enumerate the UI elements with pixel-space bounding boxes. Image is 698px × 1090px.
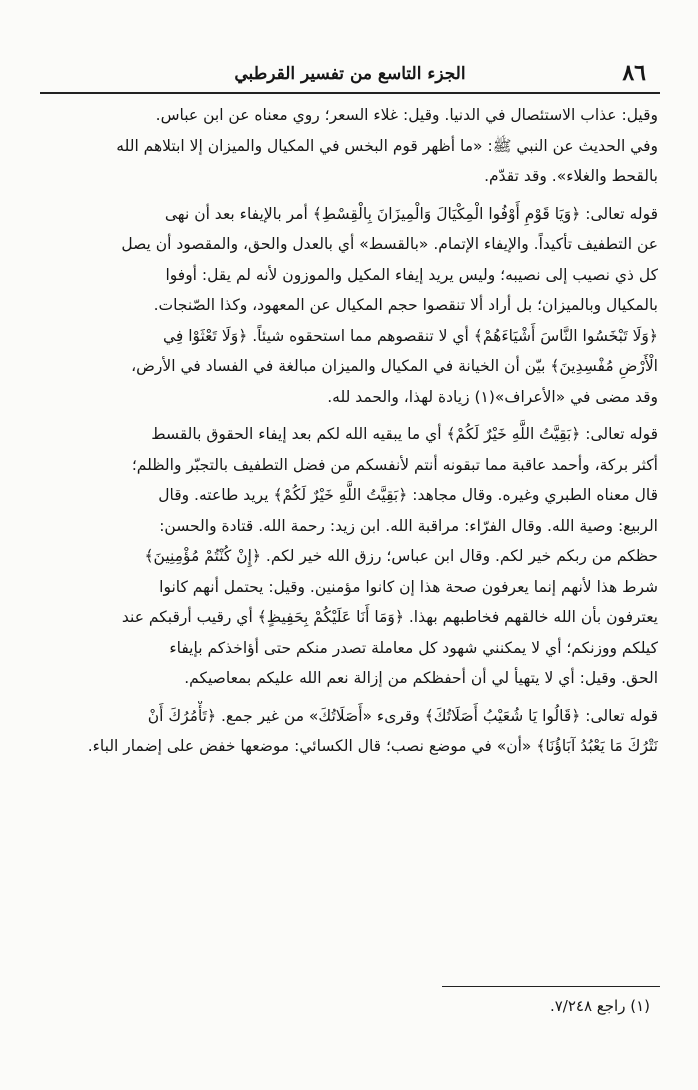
footnote: (١) راجع ٧/٢٤٨.: [549, 997, 650, 1015]
text-line: نَتْرُكَ مَا يَعْبُدُ آبَاؤُنَا﴾ «أن» في موضع نصب؛ قال الكسائي: موضعها خفض على إضمار الباء.: [87, 737, 658, 755]
text-line: الربيع: وصية الله. وقال الفرّاء: مراقبة الله. ابن زيد: رحمة الله. قتادة والحسن:: [159, 516, 658, 535]
running-title: الجزء التاسع من تفسير القرطبي: [234, 64, 466, 84]
text-line: بالقحط والغلاء». وقد تقدّم.: [484, 167, 658, 185]
paragraph: [38, 199, 658, 413]
text-line: وقيل: عذاب الاستئصال في الدنيا. وقيل: غلاء السعر؛ روي معناه عن ابن عباس.: [155, 106, 658, 124]
text-line: عن التطفيف تأكيداً. والإيفاء الإتمام. «بالقسط» أي بالعدل والحق، والمقصود أن يصل: [121, 235, 658, 253]
text-line: بالمكيال وبالميزان؛ بل أراد ألا تنقصوا حجم المكيال عن المعهود، وكذا الصّنجات.: [153, 296, 658, 314]
text-line: قوله تعالى: ﴿قَالُوا يَا شُعَيْبُ أَصَلَاتُكَ﴾ وقرىء «أَصَلَاتُكَ» من غير جمع. ﴿تَأْمُرُكَ أَنْ: [147, 706, 658, 725]
text-line: قوله تعالى: ﴿بَقِيَّتُ اللَّهِ خَيْرٌ لَكُمْ﴾ أي ما يبقيه الله لكم بعد إيفاء الحقوق بالقسط: [151, 425, 658, 443]
text-line: ﴿وَلَا تَبْخَسُوا النَّاسَ أَشْيَاءَهُمْ﴾ أي لا تنقصوهم مما استحقوه شيئاً. ﴿وَلَا تَعْثَوْا فِي: [162, 326, 658, 345]
page-number: ٨٦: [622, 60, 646, 86]
text-line: وقد مضى في «الأعراف»(١) زيادة لهذا، والحمد لله.: [327, 387, 658, 406]
paragraph: [38, 100, 658, 192]
paragraph: [38, 419, 658, 694]
text-line: كيلكم ووزنكم؛ أي لا يمكنني شهود كل معاملة تصدر منكم حتى أؤاخذكم بإيفاء: [169, 638, 658, 657]
page-header: [40, 58, 660, 94]
text-line: وفي الحديث عن النبي ﷺ: «ما أظهر قوم البخس في المكيال والميزان إلا ابتلاهم الله: [116, 136, 658, 155]
text-line: الْأَرْضِ مُفْسِدِينَ﴾ بيّن أن الخيانة في المكيال والميزان مبالغة في الفساد في الأرض،: [131, 357, 658, 375]
text-line: شرط هذا لأنهم إنما يعرفون صحة هذا إن كانوا مؤمنين. وقيل: يحتمل أنهم كانوا: [159, 577, 658, 596]
paragraph: [38, 701, 658, 762]
text-line: قوله تعالى: ﴿وَيَا قَوْمِ أَوْفُوا الْمِكْيَالَ وَالْمِيزَانَ بِالْقِسْطِ﴾ أمر بالإيفاء بعد أن نهى: [164, 204, 658, 223]
text-line: كل ذي نصيب إلى نصيبه؛ وليس يريد إيفاء المكيل والموزون لأنه لم يقل: أوفوا: [165, 265, 658, 284]
text-line: أكثر بركة، وأحمد عاقبة مما تبقونه أنتم لأنفسكم من فضل التطفيف بالتجبّر والظلم؛: [131, 455, 658, 474]
text-line: قال معناه الطبري وغيره. وقال مجاهد: ﴿بَقِيَّتُ اللَّهِ خَيْرٌ لَكُمْ﴾ يريد طاعته. وقال: [158, 486, 658, 504]
tafsir-body: [38, 100, 658, 762]
footnote-separator: [442, 986, 660, 987]
text-line: حظكم من ربكم خير لكم. وقال ابن عباس؛ رزق الله خير لكم. ﴿إِنْ كُنْتُمْ مُؤْمِنِينَ﴾: [144, 547, 658, 565]
text-line: الحق. وقيل: أي لا يتهيأ لي أن أحفظكم من إزالة نعم الله عليكم بمعاصيكم.: [184, 669, 658, 687]
text-line: يعترفون بأن الله خالقهم فخاطبهم بهذا. ﴿وَمَا أَنَا عَلَيْكُمْ بِحَفِيظٍ﴾ أي رقيب أرقبكم عند: [121, 608, 658, 626]
